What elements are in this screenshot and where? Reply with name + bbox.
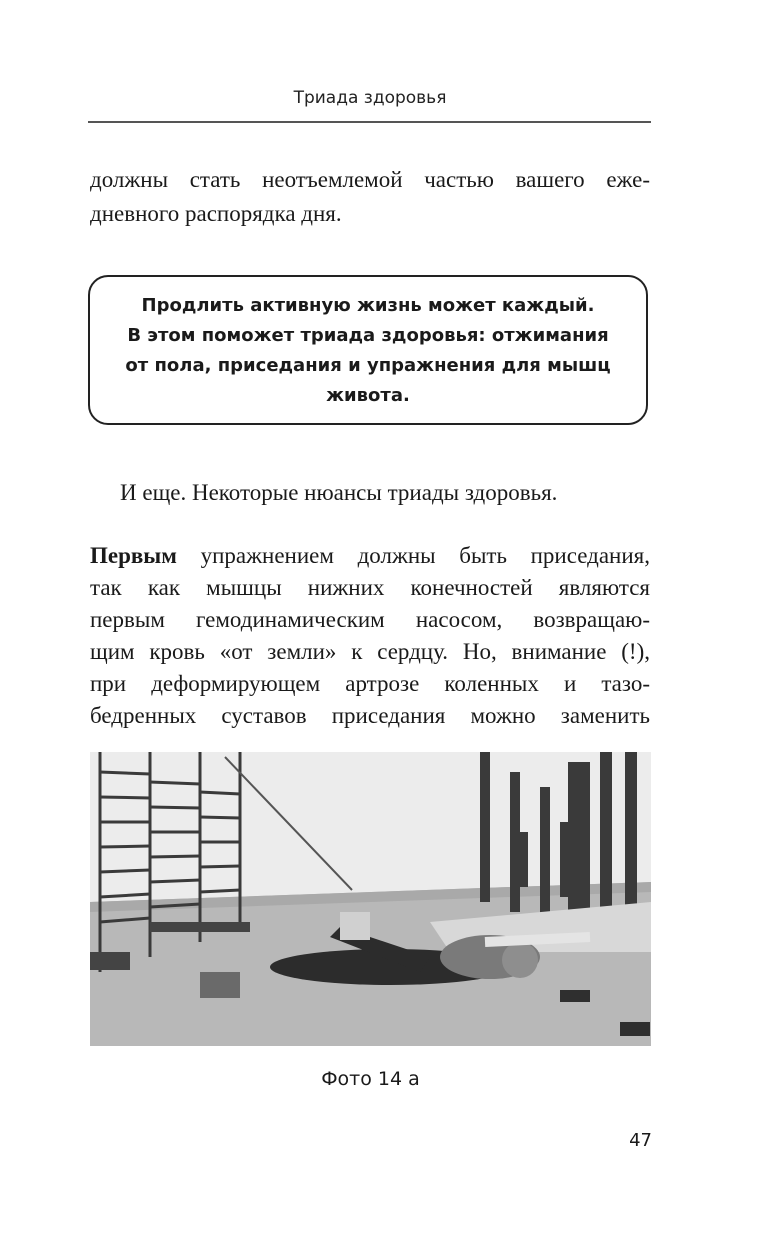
running-title: Триада здоровья — [293, 88, 447, 108]
callout-line-2: В этом поможет триада здоровья: отжимания — [127, 325, 609, 346]
paragraph-3-line-2: так как мышцы нижних конечностей являются — [90, 575, 650, 600]
paragraph-3-line-1 — [90, 539, 650, 571]
callout-box — [88, 275, 648, 425]
paragraph-3-lead-bold: Первым — [90, 543, 177, 568]
callout-line-4: живота. — [326, 385, 410, 406]
callout-line-1: Продлить активную жизнь может каждый. — [141, 295, 595, 316]
paragraph-3-line-4: щим кровь «от земли» к сердцу. Но, внимание (!), — [90, 639, 650, 664]
paragraph-3 — [90, 539, 650, 731]
callout-line-3: от пола, приседания и упражнения для мышц — [125, 355, 611, 376]
exercise-photo — [90, 752, 651, 1046]
photo-caption: Фото 14 а — [321, 1068, 420, 1090]
page-number: 47 — [629, 1130, 652, 1151]
header-rule — [88, 121, 651, 123]
paragraph-3-line-6: бедренных суставов приседания можно заменить — [90, 703, 650, 728]
paragraph-1-line-1: должны стать неотъемлемой частью вашего еже- — [90, 167, 650, 192]
paragraph-3-line-3: первым гемодинамическим насосом, возвращаю- — [90, 607, 650, 632]
paragraph-3-line-5: при деформирующем артрозе коленных и тазо- — [90, 671, 650, 696]
paragraph-1-line-2: дневного распорядка дня. — [90, 201, 342, 226]
paragraph-2: И еще. Некоторые нюансы триады здоровья. — [120, 480, 558, 505]
paragraph-3-line-1-rest: упражнением должны быть приседания, — [176, 543, 650, 568]
